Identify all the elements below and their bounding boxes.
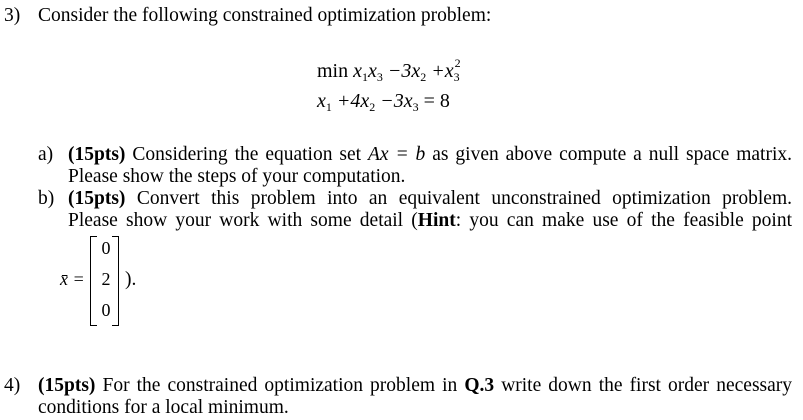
q4-points: (15pts): [38, 375, 96, 396]
q4-line1: [38, 375, 792, 397]
part-a-points: (15pts): [68, 144, 126, 165]
term-plus4x: +4x: [336, 90, 370, 112]
part-a-line1: [68, 144, 792, 166]
var-x: x: [353, 60, 363, 82]
vector-entry-1: 0: [101, 238, 111, 258]
term-plusx: +x: [431, 60, 454, 82]
objective-equation: [317, 56, 461, 85]
sub: 3: [412, 100, 419, 114]
sub: 2: [369, 100, 376, 114]
sub: 1: [325, 100, 332, 114]
part-b-points: (15pts): [68, 188, 126, 209]
q4-ref: Q.3: [464, 375, 495, 396]
var-x: x: [317, 90, 326, 112]
part-b-text: Convert this problem into an equivalent unconstrained optimization problem.: [136, 188, 793, 209]
hint-label: Hint: [417, 210, 456, 231]
vector-entry-2: 2: [101, 269, 111, 289]
constraint-equation: [317, 90, 450, 115]
q4-text-post: write down the first order necessary: [501, 375, 793, 396]
part-b-line2-post: : you can make use of the feasible point: [455, 210, 793, 231]
q4-text-pre: For the constrained optimization problem in: [102, 375, 458, 396]
q3-text: Consider the following constrained optimization problem:: [38, 5, 492, 26]
sub: 1: [362, 70, 369, 84]
term-minus3x: −3x: [380, 90, 413, 112]
sub: 3: [376, 70, 383, 84]
term-minus3x: −3x: [387, 60, 421, 82]
part-a-text-post: as given above compute a null space matrix.: [432, 144, 793, 165]
q4-number: 4): [4, 375, 21, 396]
part-a-math: Ax = b: [367, 144, 426, 165]
part-a-label: a): [38, 144, 54, 165]
equals-8: = 8: [423, 90, 450, 112]
part-b-line2-pre: Please show your work with some detail (: [68, 210, 418, 231]
var-x: x: [368, 60, 377, 82]
q3-number: 3): [4, 5, 21, 26]
part-b-line1: [68, 188, 792, 210]
part-b-close: ).: [125, 269, 137, 290]
part-a-text-pre: Considering the equation set: [132, 144, 362, 165]
feasible-point-vector: [82, 236, 122, 326]
part-b-line2: [68, 210, 792, 232]
part-b-label: b): [38, 188, 55, 209]
sub: 2: [420, 70, 427, 84]
part-a-line2: Please show the steps of your computation.: [68, 166, 406, 187]
vector-entry-3: 0: [101, 300, 111, 320]
min-operator: min: [317, 60, 349, 82]
q4-line2: conditions for a local minimum.: [38, 397, 289, 418]
sub: 3: [453, 70, 460, 84]
sup: 2: [454, 56, 461, 70]
xbar-label: x̄ =: [60, 269, 85, 289]
